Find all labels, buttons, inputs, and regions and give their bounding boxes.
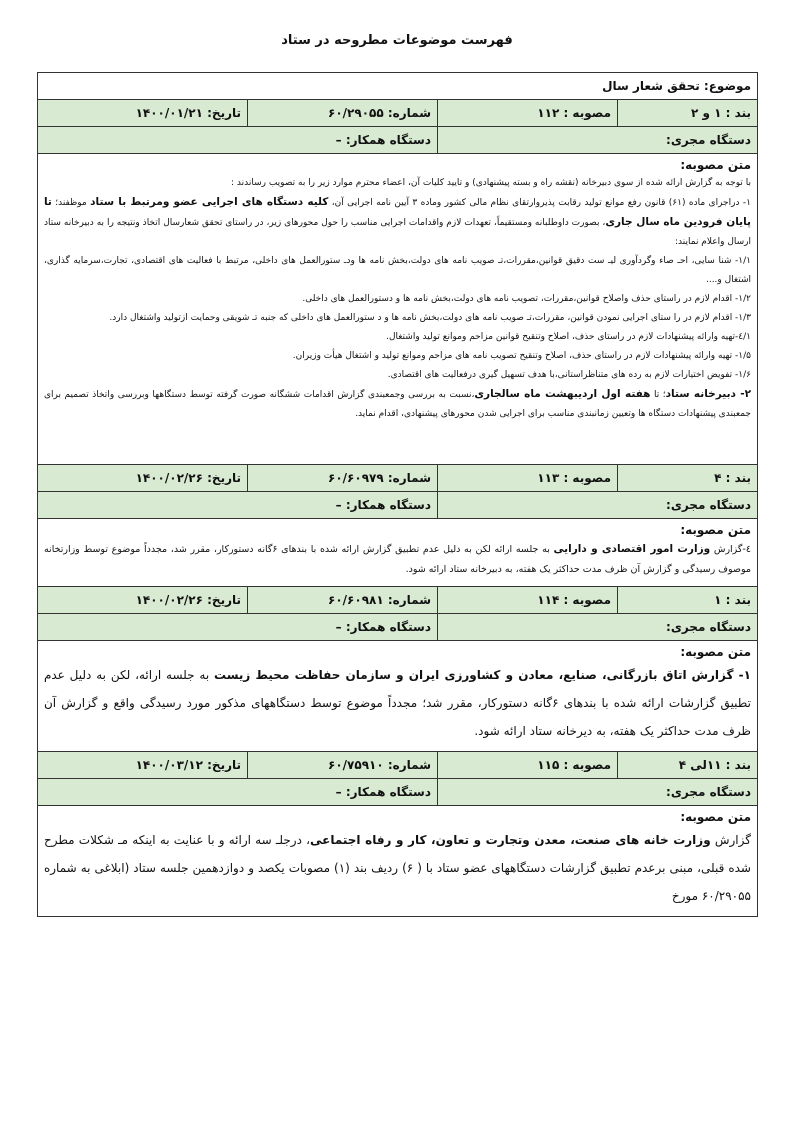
list-item: ۱/۶- تفویض اختیارات لازم به رده های متناظراستانی،با هدف تسهیل گیری درفعالیت های اقتصادی. (387, 370, 751, 380)
executor-cell: دستگاه مجری: (438, 492, 758, 519)
date-cell: تاریخ: ۱۴۰۰/۰۲/۲۶ (37, 465, 247, 492)
list-item: ۱/۱- شنا سایی، احـ صاء وگردآوری لیـ ست دقیق قوانین،مقررات،تـ صویب نامه های دولت،بخش نامه ها ودـ ستورالعمل های داخلی، مرتبط با فعالیت های اقتصادی، تجارت،سرمایه گذاری، اشتغال و.... (43, 256, 751, 285)
number-cell: شماره: ۶۰/۲۹۰۵۵ (248, 100, 438, 127)
paragraph: گزارش وزارت خانه های صنعت، معدن وتجارت و تعاون، کار و رفاه اجتماعی، درجلـ سه ارائه و با عنایت به اینکه مـ شکلات مطرح شده قبلی، مبنی برعدم تطبیق گزارشات دستگاههای عضو ستاد با ( ۶) ردیف بند (۱) مصوبات یکصد و دوازدهمین جلسه ستاد (ابلاغی به شماره ۶۰/۲۹۰۵۵ مورخ (43, 833, 751, 903)
paragraph: ۱- گزارش اتاق بازرگانی، صنایع، معادن و کشاورزی ایران و سازمان حفاظت محیط زیست به جلسه ارائه، لکن به دلیل عدم تطبیق گزارشات ارائه شده با بندهای ۶گانه دستورکار، مقرر شد؛ مجدداً موضوع توسط دستگاههای مذکور مورد رسیدگی واقع و گزارش آن ظرف مدت حداکثر یک هفته، به دیرخانه ستاد ارائه شود. (43, 668, 751, 738)
resolution-text (37, 519, 757, 587)
section-112 (37, 72, 758, 917)
text-title: متن مصوبه: (680, 523, 751, 537)
date-cell: تاریخ: ۱۴۰۰/۰۳/۱۲ (37, 752, 247, 779)
partner-cell: دستگاه همکار: – (37, 127, 437, 154)
list-item: ۱/۵- تهیه وارائه پیشنهادات لازم در راستای حذف، اصلاح وتنقیح تصویب نامه های مزاحم وموانع تولید و اشتغال هیأت وزیران. (292, 351, 751, 361)
paragraph: ۲- دبیرخانه ستاد؛ تا هفته اول اردیبهشت ماه سالجاری،نسبت به بررسی وجمعبندی گزارش اقدامات ششگانه صورت گرفته توسط دستگاهها وبررسی واتخاذ تصمیم برای جمعبندی پیشنهادات دستگاه ها وتعیین زمانبندی مناسب برای اجرایی شدن محورهای پیشنهادی، اقدام نماید. (43, 388, 752, 419)
date-cell: تاریخ: ۱۴۰۰/۰۱/۲۱ (37, 100, 247, 127)
list-item: ۱/۲- اقدام لازم در راستای حذف واصلاح قوانین،مقررات، تصویب نامه های دولت،بخش نامه ها و دستورالعمل های داخلی. (302, 294, 751, 304)
mosavabe-cell: مصوبه : ۱۱۳ (438, 465, 618, 492)
mosavabe-cell: مصوبه : ۱۱۴ (438, 587, 618, 614)
mosavabe-cell: مصوبه : ۱۱۵ (438, 752, 618, 779)
partner-cell: دستگاه همکار: – (37, 492, 437, 519)
resolution-text (37, 641, 757, 752)
executor-cell: دستگاه مجری: (438, 779, 758, 806)
document-body (38, 72, 758, 917)
band-cell: بند : ۴ (618, 465, 758, 492)
text-title: متن مصوبه: (680, 158, 751, 172)
date-cell: تاریخ: ۱۴۰۰/۰۲/۲۶ (37, 587, 247, 614)
band-cell: بند : ۱ (618, 587, 758, 614)
number-cell: شماره: ۶۰/۶۰۹۷۹ (248, 465, 438, 492)
partner-cell: دستگاه همکار: – (37, 614, 437, 641)
resolution-text (37, 806, 757, 917)
band-cell: بند : ۱ و ۲ (618, 100, 758, 127)
number-cell: شماره: ۶۰/۶۰۹۸۱ (248, 587, 438, 614)
subject-heading: موضوع: تحقق شعار سال (37, 73, 757, 100)
executor-cell: دستگاه مجری: (438, 127, 758, 154)
text-title: متن مصوبه: (680, 645, 751, 659)
executor-cell: دستگاه مجری: (438, 614, 758, 641)
list-item: ۱/٤-تهیه وارائه پیشنهادات لازم در راستای حذف، اصلاح وتنقیح قوانین مزاحم وموانع تولید واشتغال. (386, 332, 751, 342)
text-title: متن مصوبه: (680, 810, 751, 824)
number-cell: شماره: ۶۰/۷۵۹۱۰ (248, 752, 438, 779)
paragraph: ۱- دراجرای ماده (۶۱) قانون رفع موانع تولید رقابت پذیروارتقای نظام مالی کشور وماده ۳ آیین نامه اجرایی آن، کلیه دستگاه های اجرایی عضو ومرتبط با ستاد موظفند؛ تا پایان فرودین ماه سال جاری، بصورت داوطلبانه ومستقیماً، تعهدات لازم واقدامات اجرایی مناسب را حول محورهای زیر، در راستای تحقق شعارسال اتخاذ ونتیجه را به دبیرخانه ستاد ارسال واعلام نمایند: (43, 196, 751, 247)
mosavabe-cell: مصوبه : ۱۱۲ (438, 100, 618, 127)
list-item: ۱/۳- اقدام لازم در را ستای اجرایی نمودن قوانین، مقررات،تـ صویب نامه های دولت،بخش نامه ها و د ستورالعمل های داخلی که جنبه تـ شویقی وحمایت ازتولید واشتغال دارد. (109, 313, 751, 323)
paragraph: با توجه به گزارش ارائه شده از سوی دبیرخانه (نقشه راه و بسته پیشنهادی) و تایید کلیات آن، اعضاء محترم موارد زیر را به تصویب رساندند : (230, 178, 751, 188)
partner-cell: دستگاه همکار: – (37, 779, 437, 806)
paragraph: ٤-گزارش وزارت امور اقتصادی و دارایی به جلسه ارائه لکن به دلیل عدم تطبیق گزارش ارائه شده با بندهای ۶گانه دستورکار، مقرر شد، مجدداً موضوع توسط وزارتخانه موصوف رسیدگی و گزارش آن ظرف مدت حداکثر یک هفته، به دبیرخانه ستاد ارائه شود. (43, 543, 751, 575)
page-title: فهرست موضوعات مطروحه در ستاد (281, 33, 513, 48)
band-cell: بند : ۱۱لی ۴ (618, 752, 758, 779)
resolution-text (37, 154, 757, 465)
